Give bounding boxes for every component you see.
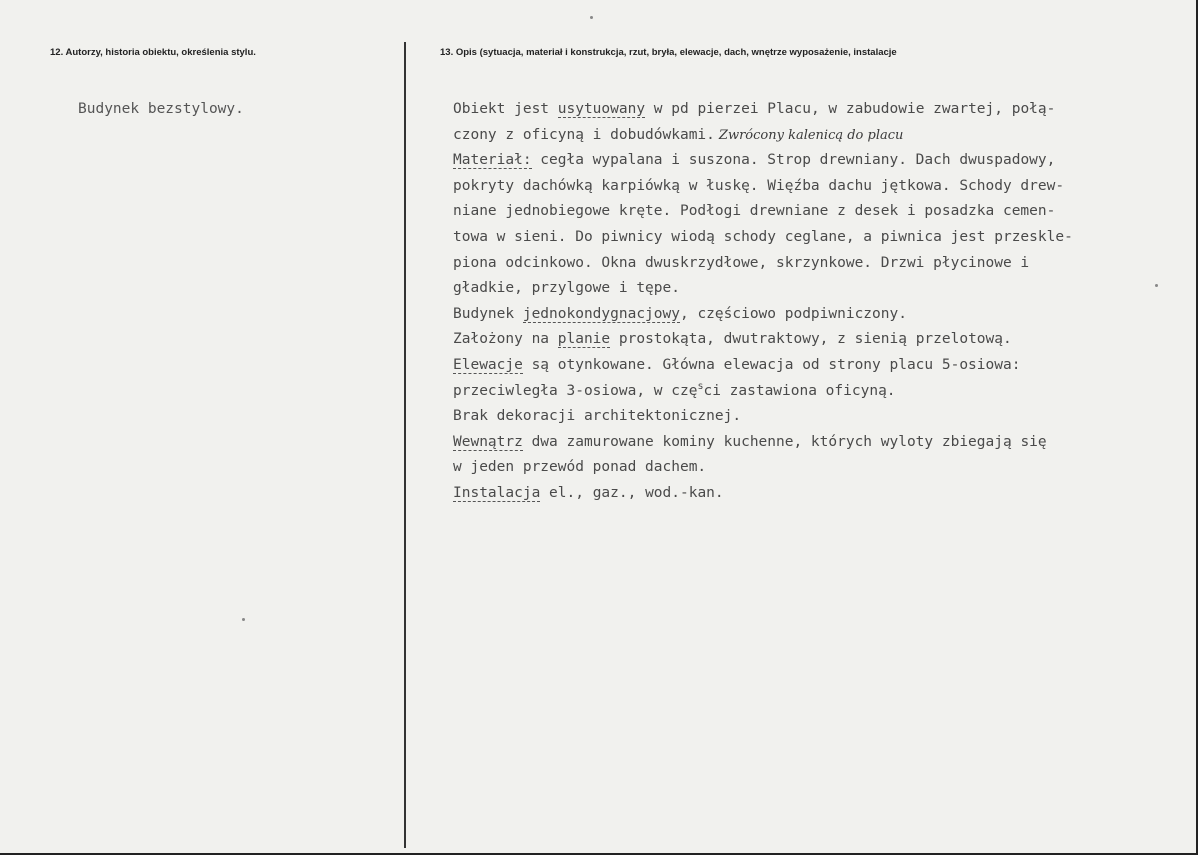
section-12-header: 12. Autorzy, historia obiektu, określenia stylu. bbox=[50, 47, 256, 58]
handwritten-note: Zwrócony kalenicą do placu bbox=[718, 127, 904, 143]
text-line: w jeden przewód ponad dachem. bbox=[453, 459, 707, 476]
paper-speck bbox=[590, 16, 593, 19]
paper-speck bbox=[1155, 284, 1158, 287]
text-line: przeciwległa 3-osiowa, w czę$^s$ci zastawiona oficyną. bbox=[453, 380, 896, 399]
text-line: Brak dekoracji architektonicznej. bbox=[453, 408, 742, 425]
text-line: gładkie, przylgowe i tępe. bbox=[453, 280, 680, 297]
section-13-header: 13. Opis (sytuacja, materiał i konstrukcja, rzut, bryła, elewacje, dach, wnętrze wyposażenie, instalacje bbox=[440, 47, 897, 58]
text-line: Materiał: cegła wypalana i suszona. Strop drewniany. Dach dwuspadowy, bbox=[453, 152, 1056, 169]
text-line: towa w sieni. Do piwnicy wiodą schody ceglane, a piwnica jest przeskle- bbox=[453, 228, 1073, 245]
underlined-term: Instalacja bbox=[453, 484, 541, 501]
text-line: Wewnątrz dwa zamurowane kominy kuchenne, których wyloty zbiegają się bbox=[453, 433, 1047, 450]
underlined-term: Elewacje bbox=[453, 356, 523, 373]
superscript-letter: s bbox=[697, 380, 704, 392]
text-line: czony z oficyną i dobudówkami. Zwrócony kalenicą do placu bbox=[453, 126, 904, 143]
text-line: Elewacje są otynkowane. Główna elewacja od strony placu 5-osiowa: bbox=[453, 356, 1021, 373]
underlined-term: jednokondygnacjowy bbox=[522, 305, 680, 322]
text-line: niane jednobiegowe kręte. Podłogi drewniane z desek i posadzka cemen- bbox=[453, 203, 1056, 220]
text-line: Instalacja el., gaz., wod.-kan. bbox=[453, 484, 724, 501]
text-line: Budynek jednokondygnacjowy, częściowo podpiwniczony. bbox=[453, 305, 907, 322]
column-divider bbox=[404, 42, 406, 848]
underlined-term: Wewnątrz bbox=[453, 433, 523, 450]
object-description bbox=[453, 97, 1178, 507]
text-line: Obiekt jest usytuowany w pd pierzei Placu, w zabudowie zwartej, połą- bbox=[453, 101, 1056, 117]
text-line: piona odcinkowo. Okna dwuskrzydłowe, skrzynkowe. Drzwi płycinowe i bbox=[453, 254, 1030, 271]
underlined-term: Materiał: bbox=[453, 152, 532, 169]
paper-speck bbox=[242, 618, 245, 621]
text-line: Założony na planie prostokąta, dwutraktowy, z sienią przelotową. bbox=[453, 331, 1012, 348]
text-line: pokryty dachówką karpiówką w łuskę. Więźba dachu jętkowa. Schody drew- bbox=[453, 177, 1065, 194]
underlined-term: usytuowany bbox=[557, 101, 646, 117]
underlined-term: planie bbox=[557, 331, 611, 348]
style-description: Budynek bezstylowy. bbox=[78, 101, 244, 117]
